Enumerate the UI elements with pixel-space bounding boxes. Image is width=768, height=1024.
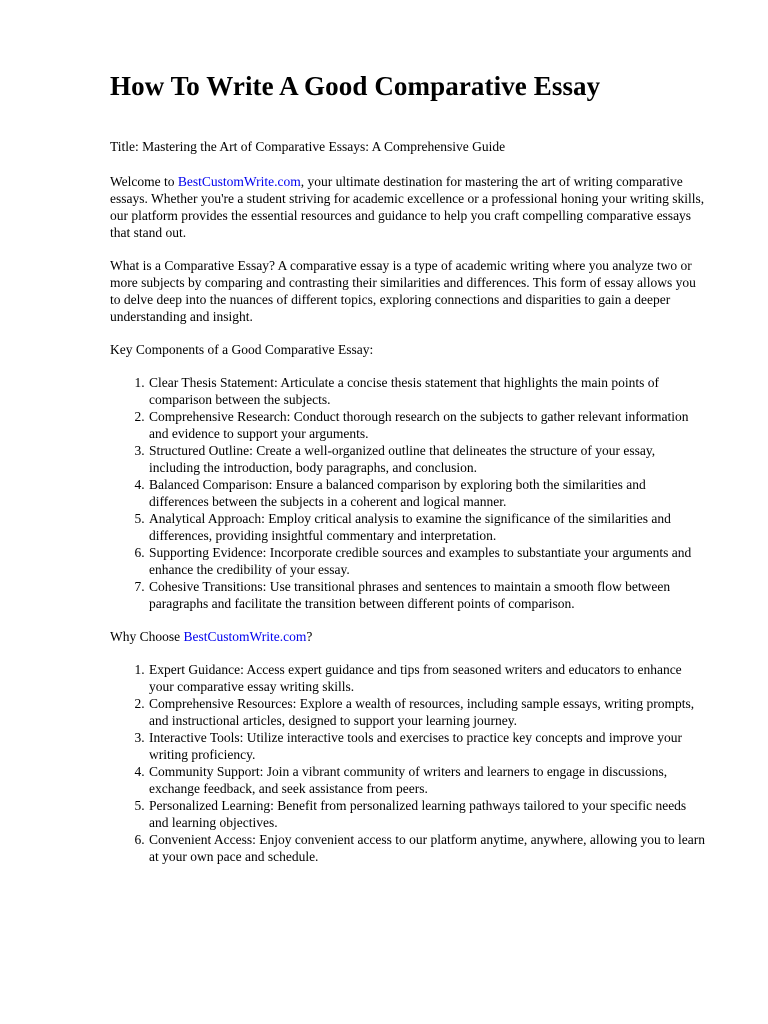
list-item: 5. Personalized Learning: Benefit from personalized learning pathways tailored to your specific needs and learning objectives.	[148, 797, 708, 831]
intro-suffix: , your ultimate destination for mastering the art of writing comparative essays. Whether you're a student striving for academic excellence or a professional honing your writing skills, our platform provides the essential resources and guidance to help you craft compelling comparative essays that stand out.	[110, 174, 705, 240]
list-item: 5. Analytical Approach: Employ critical analysis to examine the significance of the similarities and differences, providing insightful commentary and interpretation.	[148, 510, 708, 544]
list-item: 4. Community Support: Join a vibrant community of writers and learners to engage in discussions, exchange feedback, and seek assistance from peers.	[148, 763, 708, 797]
subtitle-line: Title: Mastering the Art of Comparative Essays: A Comprehensive Guide	[110, 139, 506, 154]
intro-paragraph	[110, 173, 708, 241]
list-item: 2. Comprehensive Research: Conduct thorough research on the subjects to gather relevant information and evidence to support your arguments.	[148, 408, 708, 442]
list-item: 7. Cohesive Transitions: Use transitional phrases and sentences to maintain a smooth flow between paragraphs and facilitate the transition between different points of comparison.	[148, 578, 708, 612]
intro-prefix: Welcome to	[110, 174, 178, 189]
list-item: 3. Structured Outline: Create a well-organized outline that delineates the structure of your essay, including the introduction, body paragraphs, and conclusion.	[148, 442, 708, 476]
page-title: How To Write A Good Comparative Essay	[110, 71, 601, 101]
intro-site-link[interactable]: BestCustomWrite.com	[177, 174, 301, 189]
why-prefix: Why Choose	[110, 629, 184, 644]
list-item: 2. Comprehensive Resources: Explore a wealth of resources, including sample essays, writing prompts, and instructional articles, designed to support your learning journey.	[148, 695, 708, 729]
list-item: 6. Convenient Access: Enjoy convenient access to our platform anytime, anywhere, allowing you to learn at your own pace and schedule.	[148, 831, 708, 865]
components-heading: Key Components of a Good Comparative Essay:	[110, 342, 374, 357]
why-heading	[110, 628, 708, 645]
list-item: 6. Supporting Evidence: Incorporate credible sources and examples to substantiate your arguments and enhance the credibility of your essay.	[148, 544, 708, 578]
components-list	[110, 374, 708, 612]
why-site-link[interactable]: BestCustomWrite.com	[183, 629, 307, 644]
list-item: 1. Clear Thesis Statement: Articulate a concise thesis statement that highlights the main points of comparison between the subjects.	[148, 374, 708, 408]
list-item: 4. Balanced Comparison: Ensure a balanced comparison by exploring both the similarities and differences between the subjects in a coherent and logical manner.	[148, 476, 708, 510]
benefits-list	[110, 661, 708, 865]
list-item: 1. Expert Guidance: Access expert guidance and tips from seasoned writers and educators to enhance your comparative essay writing skills.	[148, 661, 708, 695]
what-is-paragraph: What is a Comparative Essay? A comparative essay is a type of academic writing where you analyze two or more subjects by comparing and contrasting their similarities and differences. This form of essay allows you to delve deep into the nuances of different topics, exploring connections and disparities to gain a deeper understanding and insight.	[110, 258, 696, 324]
why-suffix: ?	[306, 629, 313, 644]
list-item: 3. Interactive Tools: Utilize interactive tools and exercises to practice key concepts and improve your writing proficiency.	[148, 729, 708, 763]
